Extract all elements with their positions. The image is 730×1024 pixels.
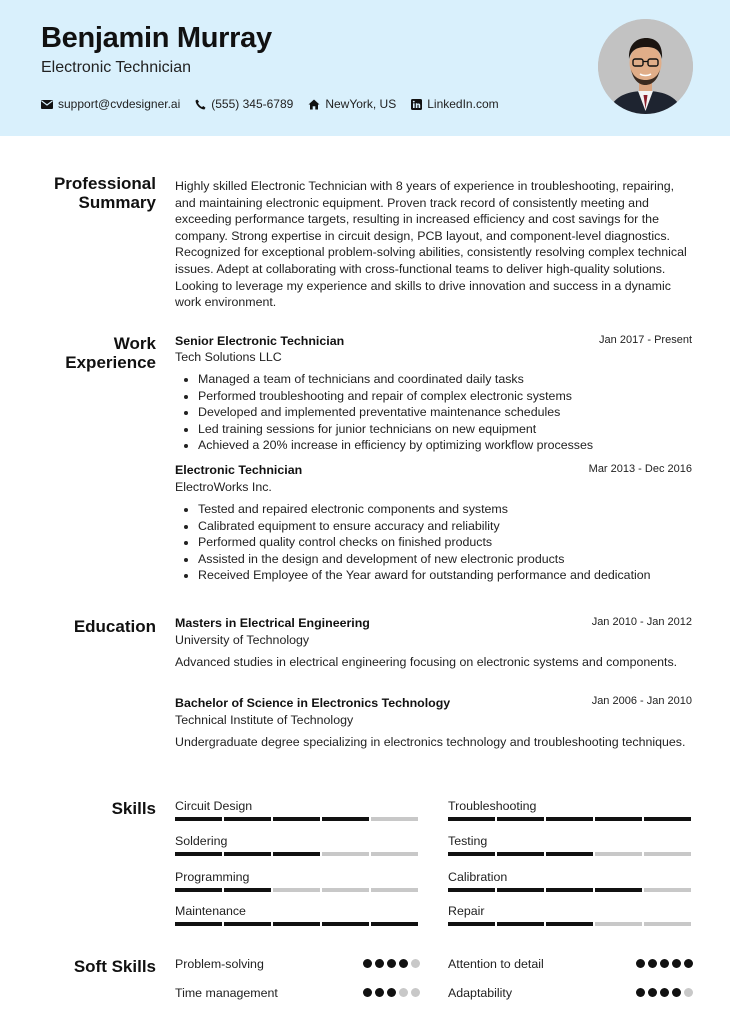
soft-skill-rating	[360, 959, 420, 968]
skill-item	[448, 904, 693, 926]
job-title: Electronic Technician	[175, 463, 303, 477]
degree-dates: Jan 2010 - Jan 2012	[591, 616, 692, 628]
degree-school: University of Technology	[175, 633, 310, 647]
skill-item	[175, 904, 420, 926]
skill-level-segment	[273, 922, 320, 926]
skill-level-segment	[595, 922, 642, 926]
rating-dot	[636, 988, 645, 997]
section-title-summary: Professional Summary	[53, 174, 156, 212]
linkedin-icon	[411, 99, 422, 110]
section-title-experience: Work Experience	[65, 334, 156, 372]
resume-header	[0, 0, 730, 136]
soft-skill-name: Time management	[175, 986, 278, 1000]
skill-level-segment	[546, 888, 593, 892]
skill-item	[448, 870, 693, 892]
candidate-role: Electronic Technician	[41, 59, 192, 76]
job-dates: Jan 2017 - Present	[599, 334, 692, 346]
skill-level-segment	[273, 817, 320, 821]
skill-name: Calibration	[448, 870, 508, 884]
rating-dot	[684, 988, 693, 997]
list-item: • Assisted in the design and development of new electronic products	[198, 551, 698, 568]
skill-level-segment	[644, 817, 691, 821]
skill-level-segment	[497, 888, 544, 892]
skill-level-bar	[175, 817, 420, 821]
skill-level-segment	[371, 888, 418, 892]
job-company: Tech Solutions LLC	[175, 350, 282, 364]
skill-level-segment	[448, 888, 495, 892]
skill-level-segment	[224, 888, 271, 892]
phone-text: (555) 345-6789	[211, 97, 294, 111]
soft-skill-item	[175, 986, 420, 1000]
degree-title: Bachelor of Science in Electronics Technology	[175, 696, 451, 710]
rating-dot	[648, 988, 657, 997]
soft-skill-item	[175, 957, 420, 971]
skill-item	[448, 834, 693, 856]
soft-skill-item	[448, 986, 693, 1000]
skill-level-segment	[175, 852, 222, 856]
job-dates: Mar 2013 - Dec 2016	[588, 463, 692, 475]
skill-level-bar	[448, 852, 693, 856]
skill-name: Circuit Design	[175, 799, 253, 813]
skill-level-segment	[448, 817, 495, 821]
email-text: support@cvdesigner.ai	[58, 97, 181, 111]
skill-level-segment	[644, 922, 691, 926]
skill-level-segment	[644, 852, 691, 856]
rating-dot	[672, 959, 681, 968]
rating-dot	[636, 959, 645, 968]
skill-level-segment	[644, 888, 691, 892]
section-title-soft-skills: Soft Skills	[73, 957, 156, 976]
skill-level-segment	[595, 852, 642, 856]
skill-level-bar	[175, 852, 420, 856]
skill-level-segment	[595, 817, 642, 821]
contact-phone[interactable]	[195, 97, 293, 111]
job-company: ElectroWorks Inc.	[175, 480, 272, 494]
skill-level-segment	[175, 817, 222, 821]
list-item: • Developed and implemented preventative maintenance schedules	[198, 404, 698, 421]
soft-skill-item	[448, 957, 693, 971]
skill-level-segment	[448, 852, 495, 856]
skill-level-segment	[371, 852, 418, 856]
skill-level-segment	[497, 817, 544, 821]
rating-dot	[411, 959, 420, 968]
skill-level-segment	[497, 852, 544, 856]
rating-dot	[387, 988, 396, 997]
skill-name: Repair	[448, 904, 485, 918]
candidate-name: Benjamin Murray	[41, 22, 272, 54]
phone-icon	[195, 99, 206, 110]
degree-dates: Jan 2006 - Jan 2010	[591, 695, 692, 707]
skill-level-segment	[322, 922, 369, 926]
home-icon	[308, 99, 320, 110]
avatar	[598, 19, 693, 114]
skill-level-segment	[546, 922, 593, 926]
skill-level-segment	[371, 817, 418, 821]
skill-level-bar	[175, 888, 420, 892]
list-item: • Achieved a 20% increase in efficiency by optimizing workflow processes	[198, 437, 698, 454]
job-title: Senior Electronic Technician	[175, 334, 345, 348]
envelope-icon	[41, 100, 53, 109]
skill-item	[448, 799, 693, 821]
soft-skill-name: Attention to detail	[448, 957, 544, 971]
skill-level-segment	[322, 817, 369, 821]
skill-item	[175, 870, 420, 892]
location-text: NewYork, US	[325, 97, 397, 111]
rating-dot	[684, 959, 693, 968]
skill-level-segment	[371, 922, 418, 926]
list-item: • Tested and repaired electronic components and systems	[198, 501, 698, 518]
skill-name: Soldering	[175, 834, 228, 848]
contact-email[interactable]	[41, 97, 180, 111]
section-title-skills: Skills	[111, 799, 156, 818]
job-bullets	[181, 501, 698, 584]
rating-dot	[375, 959, 384, 968]
rating-dot	[648, 959, 657, 968]
skill-level-bar	[448, 888, 693, 892]
skill-level-bar	[448, 817, 693, 821]
skill-level-segment	[595, 888, 642, 892]
soft-skill-name: Problem-solving	[175, 957, 264, 971]
skill-item	[175, 834, 420, 856]
contact-row	[41, 97, 514, 111]
list-item: • Managed a team of technicians and coordinated daily tasks	[198, 371, 698, 388]
degree-school: Technical Institute of Technology	[175, 713, 354, 727]
soft-skill-rating	[633, 959, 693, 968]
skill-level-bar	[175, 922, 420, 926]
degree-description: Undergraduate degree specializing in electronics technology and troubleshooting techniques.	[175, 735, 686, 749]
rating-dot	[363, 959, 372, 968]
list-item: • Performed troubleshooting and repair of complex electronic systems	[198, 388, 698, 405]
rating-dot	[375, 988, 384, 997]
list-item: • Performed quality control checks on finished products	[198, 534, 698, 551]
rating-dot	[399, 988, 408, 997]
skill-level-segment	[224, 852, 271, 856]
skill-level-segment	[175, 888, 222, 892]
list-item: • Led training sessions for junior technicians on new equipment	[198, 421, 698, 438]
degree-description: Advanced studies in electrical engineering focusing on electronic systems and components.	[175, 655, 678, 669]
contact-location	[308, 97, 396, 111]
degree-title: Masters in Electrical Engineering	[175, 616, 370, 630]
skill-name: Testing	[448, 834, 488, 848]
skill-level-segment	[273, 852, 320, 856]
soft-skill-rating	[360, 988, 420, 997]
skill-name: Troubleshooting	[448, 799, 537, 813]
skill-level-segment	[175, 922, 222, 926]
rating-dot	[672, 988, 681, 997]
profile-photo	[598, 19, 693, 114]
job-bullets	[181, 371, 698, 454]
skill-name: Maintenance	[175, 904, 246, 918]
summary-text: Highly skilled Electronic Technician with 8 years of experience in troubleshooting, repairing, and maintaining electronic equipment. Proven track record of consistently meeting and exceeding performance targets, resulting in increased efficiency and cost savings for the company. Strong expertise in circuit design, PCB layout, and component-level diagnostics. Recognized for exceptional problem-solving abilities, consistently resolving complex technical issues. Adept at collaborating with cross-functional teams to deliver high-quality solutions. Looking to leverage my experience and skills to drive innovation and success in a dynamic work environment.	[175, 179, 687, 310]
skill-level-segment	[224, 817, 271, 821]
soft-skill-rating	[633, 988, 693, 997]
rating-dot	[660, 988, 669, 997]
skill-level-segment	[322, 888, 369, 892]
rating-dot	[411, 988, 420, 997]
rating-dot	[399, 959, 408, 968]
skill-item	[175, 799, 420, 821]
skill-level-segment	[497, 922, 544, 926]
rating-dot	[387, 959, 396, 968]
skill-level-segment	[546, 852, 593, 856]
skill-name: Programming	[175, 870, 250, 884]
skill-level-segment	[546, 817, 593, 821]
linkedin-text: LinkedIn.com	[427, 97, 499, 111]
section-title-education: Education	[73, 617, 156, 636]
skill-level-segment	[273, 888, 320, 892]
list-item: • Calibrated equipment to ensure accuracy and reliability	[198, 518, 698, 535]
skill-level-bar	[448, 922, 693, 926]
skill-level-segment	[322, 852, 369, 856]
contact-linkedin[interactable]	[411, 97, 498, 111]
skill-level-segment	[448, 922, 495, 926]
rating-dot	[363, 988, 372, 997]
list-item: • Received Employee of the Year award for outstanding performance and dedication	[198, 567, 698, 584]
soft-skill-name: Adaptability	[448, 986, 513, 1000]
rating-dot	[660, 959, 669, 968]
skill-level-segment	[224, 922, 271, 926]
